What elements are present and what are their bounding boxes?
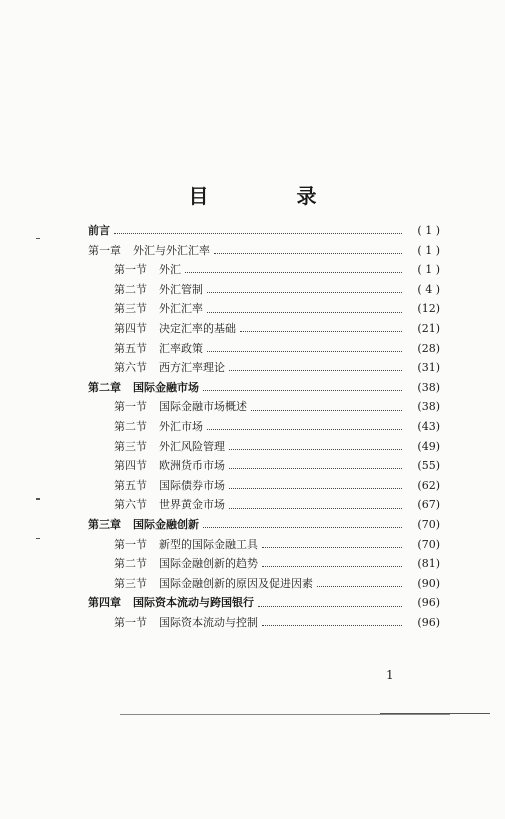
toc-entry-title: 国际资本流动与跨国银行 xyxy=(133,596,254,610)
toc-chapter-entry[interactable] xyxy=(88,222,440,242)
toc-section-entry[interactable] xyxy=(88,300,440,320)
toc-page-number: (43) xyxy=(417,419,440,433)
toc-page-number: (55) xyxy=(417,459,440,473)
dot-leader xyxy=(262,547,402,548)
toc-page-number: (62) xyxy=(417,478,440,492)
toc-page-number: (70) xyxy=(417,517,440,531)
toc-entry-title: 国际金融创新的趋势 xyxy=(159,557,258,571)
scan-edge-line xyxy=(380,713,490,714)
toc-page-number: (67) xyxy=(417,498,440,512)
toc-page-number: (28) xyxy=(417,341,440,355)
dot-leader xyxy=(317,586,402,587)
toc-entry-title: 前言 xyxy=(88,224,110,237)
toc-section-entry[interactable] xyxy=(88,496,440,516)
toc-page-number: (21) xyxy=(417,321,440,335)
dot-leader xyxy=(207,312,402,313)
toc-entry-title: 国际债券市场 xyxy=(159,478,225,492)
toc-entry-title: 新型的国际金融工具 xyxy=(159,537,258,551)
dot-leader xyxy=(229,370,402,371)
toc-entry-number: 第六节 xyxy=(114,498,147,512)
toc-section-entry[interactable] xyxy=(88,477,440,497)
toc-chapter-entry[interactable] xyxy=(88,379,440,399)
toc-entry-title: 外汇汇率 xyxy=(159,302,203,316)
toc-entry-title: 外汇 xyxy=(159,263,181,277)
toc-entry-title: 外汇风险管理 xyxy=(159,439,225,453)
toc-page-number: (81) xyxy=(417,557,440,571)
dot-leader xyxy=(229,449,402,450)
toc-chapter-entry[interactable] xyxy=(88,516,440,536)
toc-entry-title: 国际金融创新 xyxy=(133,517,199,531)
toc-entry-title: 国际金融市场 xyxy=(133,380,199,394)
dot-leader xyxy=(262,625,402,626)
toc-entry-title: 决定汇率的基础 xyxy=(159,321,236,335)
toc-entry-number: 第三节 xyxy=(114,302,147,316)
scan-speck xyxy=(36,498,40,500)
dot-leader xyxy=(207,429,402,430)
toc-entry-title: 西方汇率理论 xyxy=(159,361,225,375)
toc-section-entry[interactable] xyxy=(88,281,440,301)
dot-leader xyxy=(114,233,402,234)
scan-speck xyxy=(36,238,40,239)
toc-page-number: (12) xyxy=(417,302,440,316)
dot-leader xyxy=(214,253,402,254)
toc-section-entry[interactable] xyxy=(88,457,440,477)
dot-leader xyxy=(229,488,402,489)
toc-entry-number: 第六节 xyxy=(114,361,147,375)
dot-leader xyxy=(207,351,402,352)
toc-page-number: (38) xyxy=(417,400,440,414)
toc-entry-number: 第四章 xyxy=(88,596,121,610)
toc-entry-number: 第二节 xyxy=(114,282,147,296)
toc-entry-title: 国际金融创新的原因及促进因素 xyxy=(159,576,313,590)
toc-section-entry[interactable] xyxy=(88,418,440,438)
toc-page-number: (38) xyxy=(417,380,440,394)
toc-entry-title: 欧洲货币市场 xyxy=(159,459,225,473)
dot-leader xyxy=(258,606,402,607)
dot-leader xyxy=(229,508,402,509)
toc-page-number: ( 1 ) xyxy=(417,263,440,277)
toc-page-number: (90) xyxy=(417,576,440,590)
dot-leader xyxy=(185,272,402,273)
toc-entry-number: 第一章 xyxy=(88,243,121,257)
toc-entry-number: 第二节 xyxy=(114,419,147,433)
toc-section-entry[interactable] xyxy=(88,359,440,379)
dot-leader xyxy=(240,331,402,332)
toc-entry-title: 国际金融市场概述 xyxy=(159,400,247,414)
toc-entry-number: 第五节 xyxy=(114,478,147,492)
toc-page-number: ( 4 ) xyxy=(417,282,440,296)
toc-entry-number: 第一节 xyxy=(114,537,147,551)
toc-section-entry[interactable] xyxy=(88,575,440,595)
toc-section-entry[interactable] xyxy=(88,536,440,556)
toc-entry-number: 第五节 xyxy=(114,341,147,355)
toc-entry-number: 第四节 xyxy=(114,459,147,473)
toc-entry-number: 第一节 xyxy=(114,400,147,414)
toc-entry-title: 世界黄金市场 xyxy=(159,498,225,512)
dot-leader xyxy=(207,292,402,293)
toc-section-entry[interactable] xyxy=(88,261,440,281)
toc-section-entry[interactable] xyxy=(88,340,440,360)
toc-entry-number: 第二章 xyxy=(88,380,121,394)
toc-section-entry[interactable] xyxy=(88,614,440,634)
scan-speck xyxy=(36,538,40,539)
toc-chapter-entry[interactable] xyxy=(88,594,440,614)
toc-section-entry[interactable] xyxy=(88,398,440,418)
toc-entry-number: 第二节 xyxy=(114,557,147,571)
toc-entry-number: 第三节 xyxy=(114,439,147,453)
toc-entry-number: 第一节 xyxy=(114,263,147,277)
toc-section-entry[interactable] xyxy=(88,320,440,340)
toc-page-number: ( 1 ) xyxy=(417,243,440,257)
toc-page-number: (96) xyxy=(417,596,440,610)
toc-entry-title: 外汇市场 xyxy=(159,419,203,433)
toc-entry-number: 第三节 xyxy=(114,576,147,590)
toc-entry-title: 汇率政策 xyxy=(159,341,203,355)
toc-entry-number: 第四节 xyxy=(114,321,147,335)
table-of-contents xyxy=(88,222,440,633)
dot-leader xyxy=(203,527,402,528)
scan-edge-line xyxy=(120,714,450,715)
dot-leader xyxy=(203,390,402,391)
dot-leader xyxy=(229,468,402,469)
toc-entry-number: 第三章 xyxy=(88,517,121,531)
toc-entry-number: 第一节 xyxy=(114,615,147,629)
toc-chapter-entry[interactable] xyxy=(88,242,440,262)
page-title: 目 录 xyxy=(188,184,351,208)
toc-page-number: (96) xyxy=(417,615,440,629)
toc-section-entry[interactable] xyxy=(88,438,440,458)
dot-leader xyxy=(251,410,402,411)
toc-page-number: ( 1 ) xyxy=(417,224,440,237)
toc-page-number: (70) xyxy=(417,537,440,551)
toc-section-entry[interactable] xyxy=(88,555,440,575)
toc-entry-title: 外汇管制 xyxy=(159,282,203,296)
page-number: 1 xyxy=(386,668,394,682)
toc-page-number: (49) xyxy=(417,439,440,453)
dot-leader xyxy=(262,566,402,567)
toc-entry-title: 国际资本流动与控制 xyxy=(159,615,258,629)
toc-entry-title: 外汇与外汇汇率 xyxy=(133,243,210,257)
toc-page-number: (31) xyxy=(417,361,440,375)
